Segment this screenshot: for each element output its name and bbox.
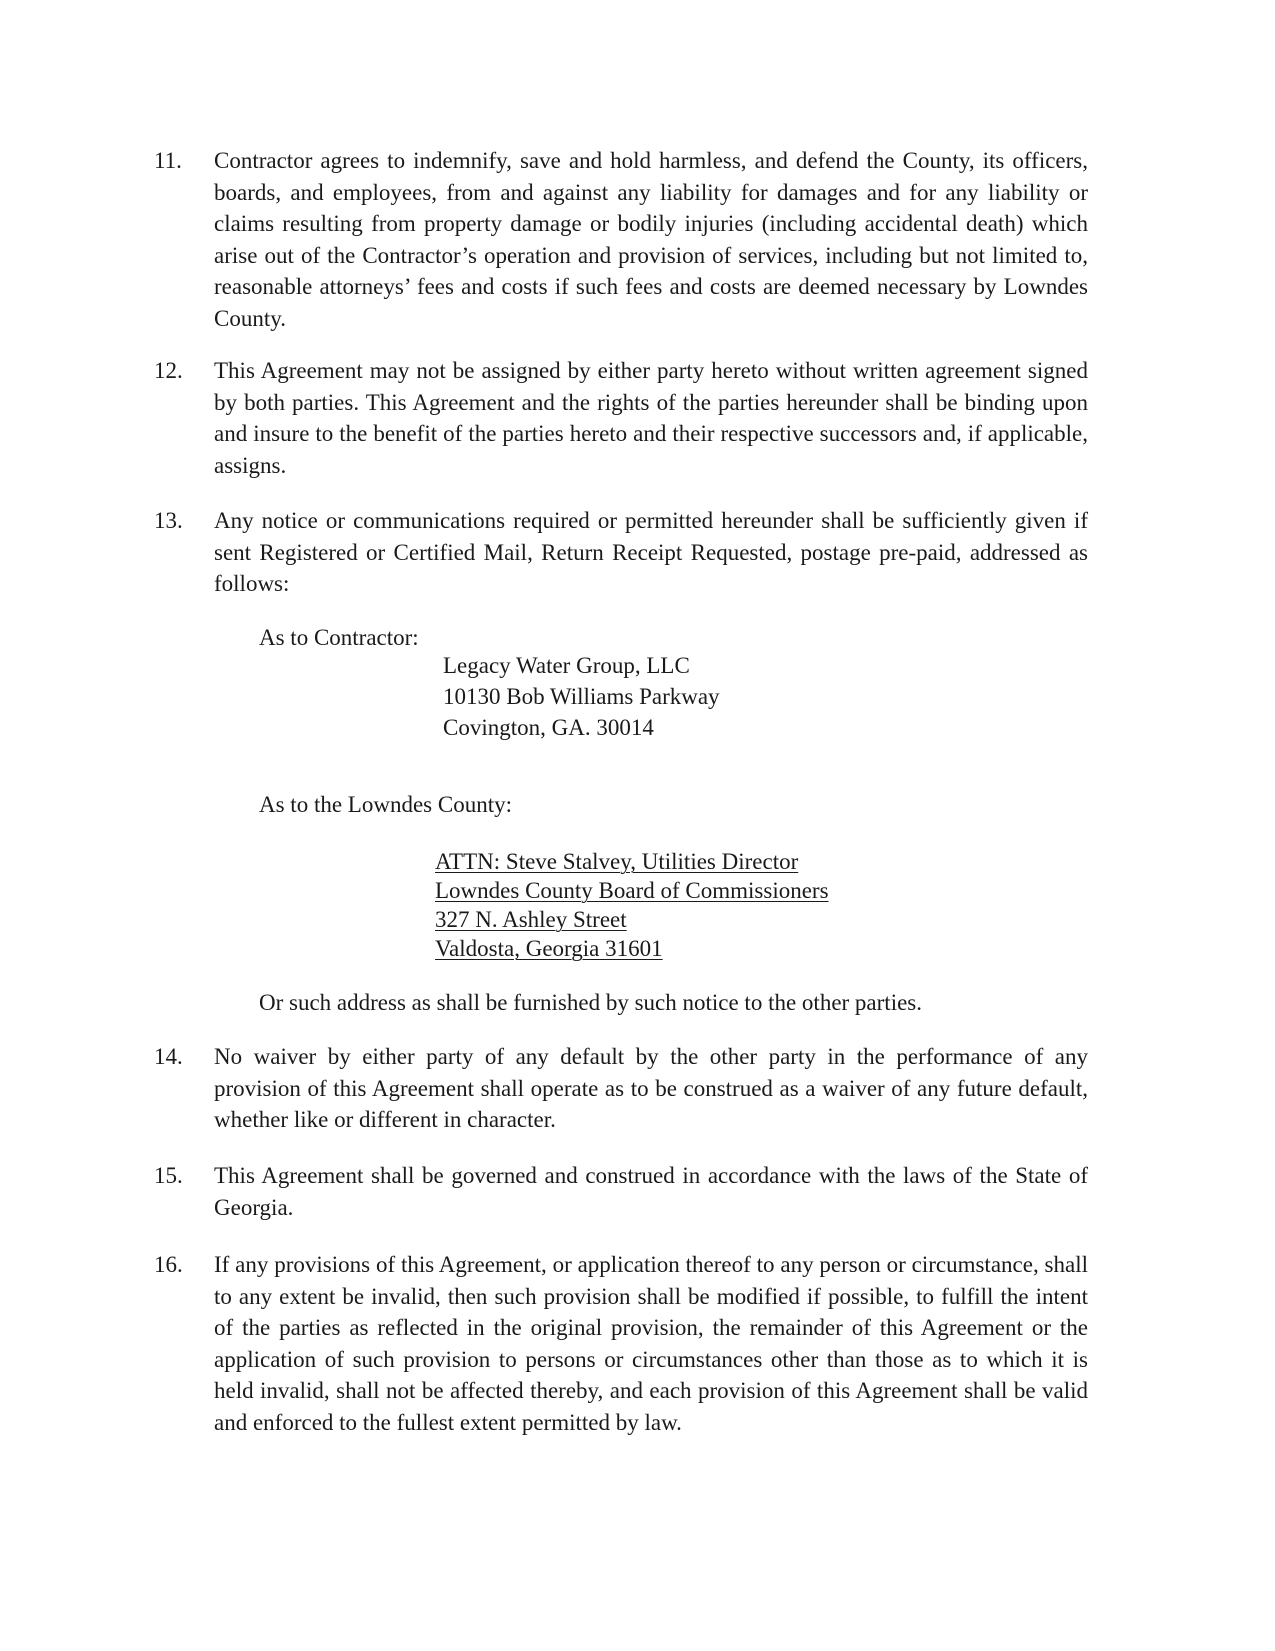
clause-15 — [154, 1160, 1088, 1223]
address-line: 327 N. Ashley Street — [435, 907, 627, 932]
contractor-label: As to Contractor: — [259, 625, 419, 650]
county-label: As to the Lowndes County: — [259, 792, 512, 817]
clause-text: Contractor agrees to indemnify, save and hold harmless, and defend the County, its officers, boards, and employees, from and against any liability for damages and for any liability or claims resulting from property damage or bodily injuries (including accidental death) which arise out of the Contractor’s operation and provision of services, including but not limited to, reasonable attorneys’ fees and costs if such fees and costs are deemed necessary by Lowndes County. — [214, 148, 1088, 331]
clause-text: If any provisions of this Agreement, or application thereof to any person or circumstance, shall to any extent be invalid, then such provision shall be modified if possible, to fulfill the intent of the parties as reflected in the original provision, the remainder of this Agreement or the application of such provision to persons or circumstances other than those as to which it is held invalid, shall not be affected thereby, and each provision of this Agreement shall be valid and enforced to the fullest extent permitted by law. — [214, 1252, 1088, 1435]
clause-text: Any notice or communications required or permitted hereunder shall be sufficiently given if sent Registered or Certified Mail, Return Receipt Requested, postage pre-paid, addressed as follows: — [214, 508, 1088, 596]
county-address — [435, 846, 829, 962]
clause-number: 11. — [154, 148, 182, 173]
clause-12 — [154, 355, 1088, 481]
clause-14 — [154, 1041, 1088, 1136]
clause-number: 15. — [154, 1163, 183, 1188]
clause-11 — [154, 145, 1088, 334]
clause-text: This Agreement shall be governed and construed in accordance with the laws of the State of Georgia. — [214, 1163, 1088, 1220]
clause-16 — [154, 1249, 1088, 1438]
address-line: Covington, GA. 30014 — [443, 715, 654, 740]
clause-number: 16. — [154, 1252, 183, 1277]
address-line: ATTN: Steve Stalvey, Utilities Director — [435, 849, 799, 874]
clause-text: This Agreement may not be assigned by either party hereto without written agreement signed by both parties. This Agreement and the rights of the parties hereunder shall be binding upon and insure to the benefit of the parties hereto and their respective successors and, if applicable, assigns. — [214, 358, 1088, 478]
address-line: 10130 Bob Williams Parkway — [443, 684, 720, 709]
clause-number: 13. — [154, 508, 183, 533]
address-line: Legacy Water Group, LLC — [443, 653, 690, 678]
clause-text: No waiver by either party of any default by the other party in the performance of any provision of this Agreement shall operate as to be construed as a waiver of any future default, whether like or different in character. — [214, 1044, 1088, 1132]
clause-number: 14. — [154, 1044, 183, 1069]
clause-13 — [154, 505, 1088, 600]
notice-closing: Or such address as shall be furnished by such notice to the other parties. — [259, 990, 922, 1015]
address-line: Valdosta, Georgia 31601 — [435, 936, 663, 961]
contractor-address — [443, 650, 720, 743]
address-line: Lowndes County Board of Commissioners — [435, 878, 829, 903]
clause-number: 12. — [154, 358, 183, 383]
